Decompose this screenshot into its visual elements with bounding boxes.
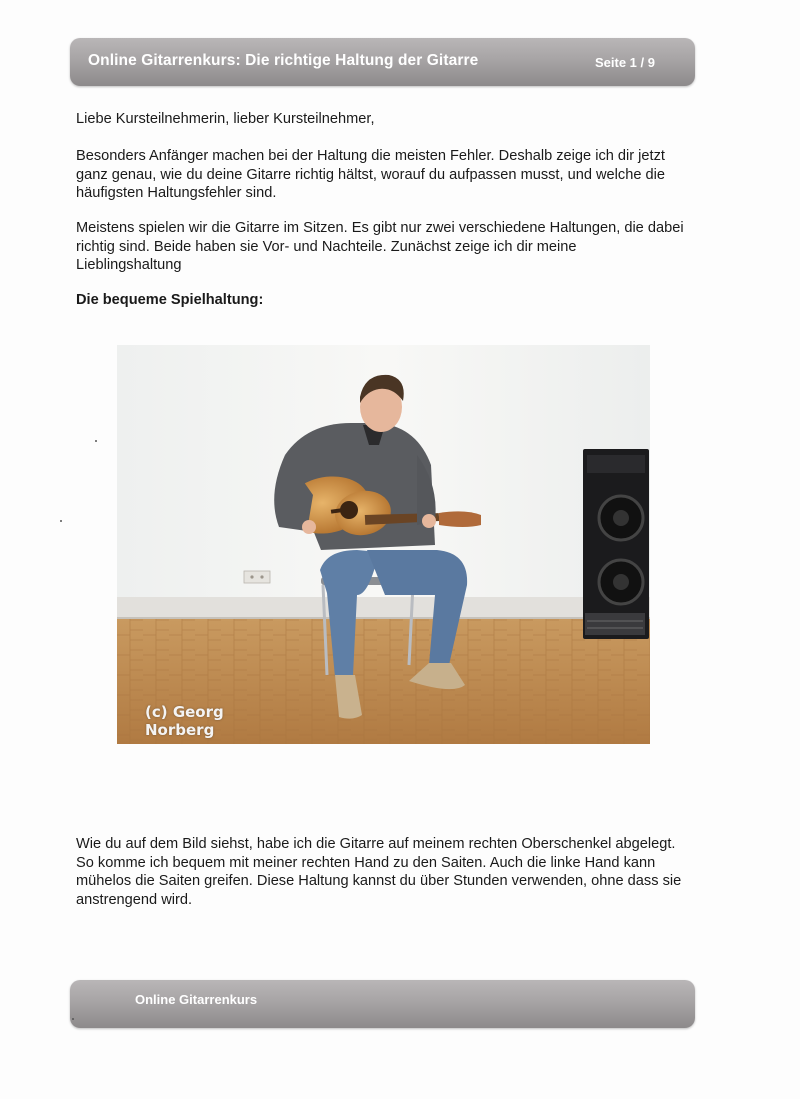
sitting-paragraph: Meistens spielen wir die Gitarre im Sitzen. Es gibt nur zwei verschiedene Haltungen, die dabei richtig sind. Beide haben sie Vor- und Nachteile. Zunächst zeige ich dir meine Lieblingshaltung (76, 220, 684, 273)
page-number: Seite 1 / 9 (595, 55, 655, 70)
guitar-posture-photo (117, 345, 650, 744)
section-heading: Die bequeme Spielhaltung: (76, 292, 264, 308)
caption-line-1: (c) Georg (145, 703, 224, 721)
scan-speck (72, 1018, 74, 1020)
photo-copyright-caption (145, 703, 265, 739)
photo-illustration (117, 345, 650, 744)
description-paragraph: Wie du auf dem Bild siehst, habe ich die Gitarre auf meinem rechten Oberschenkel abgelegt. So komme ich bequem mit meiner rechten Hand zu den Saiten. Auch die linke Hand kann mühelos die Saiten greifen. Diese Haltung kannst du über Stunden verwenden, ohne dass sie anstrengend wird. (76, 836, 682, 908)
scan-speck (95, 440, 97, 442)
intro-paragraph: Besonders Anfänger machen bei der Haltung die meisten Fehler. Deshalb zeige ich dir jetzt ganz genau, wie du deine Gitarre richtig hältst, worauf du aufpassen musst, und welche die häufigsten Haltungsfehler sind. (76, 148, 665, 201)
scan-speck (60, 520, 62, 522)
greeting-paragraph: Liebe Kursteilnehmerin, lieber Kursteilnehmer, (76, 111, 375, 127)
header-bar (70, 38, 695, 86)
footer-bar (70, 980, 695, 1028)
page-title: Online Gitarrenkurs: Die richtige Haltung der Gitarre (88, 52, 479, 69)
footer-label: Online Gitarrenkurs (135, 992, 258, 1007)
caption-line-2: Norberg (145, 721, 215, 739)
